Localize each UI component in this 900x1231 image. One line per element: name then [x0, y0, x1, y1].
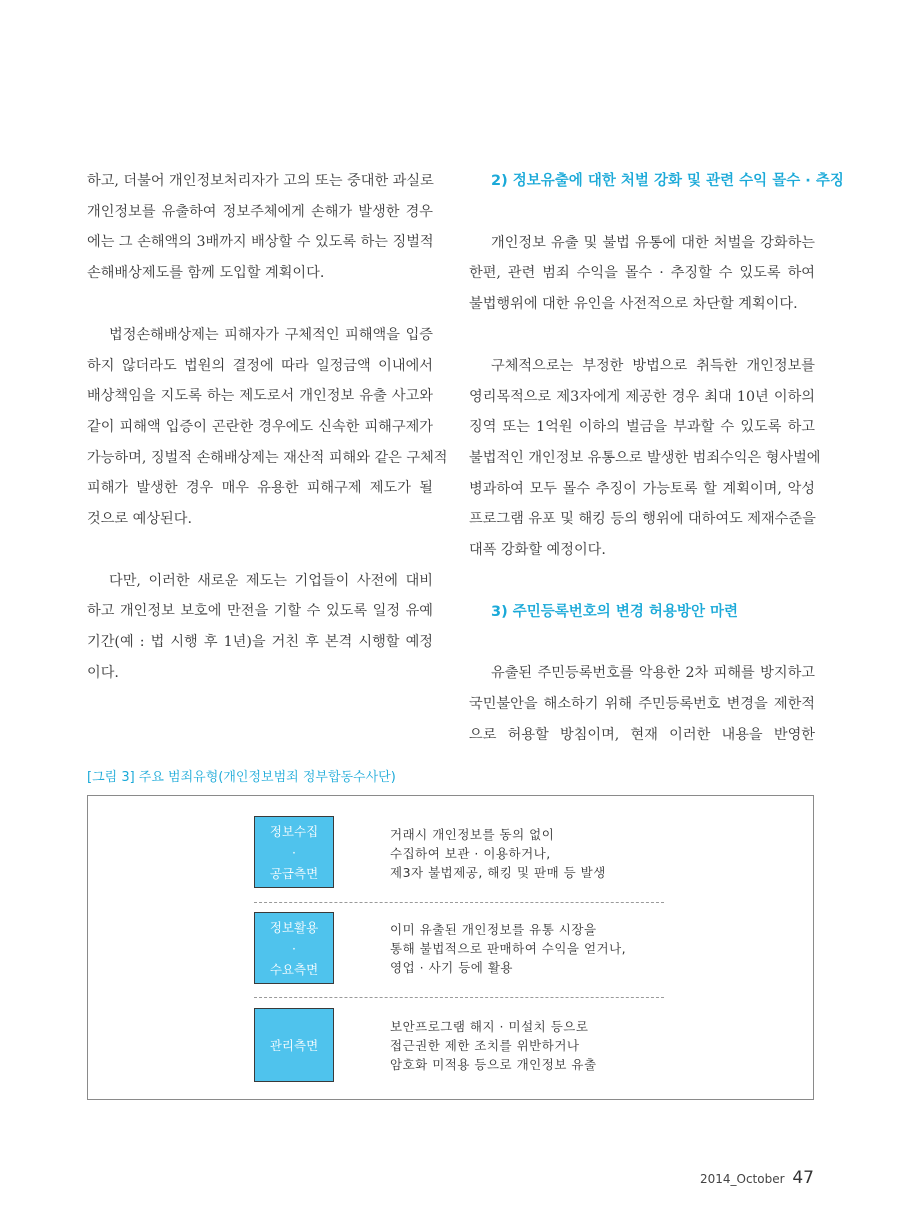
description-line: 영업 · 사기 등에 활용 [390, 960, 513, 975]
text-line: 구체적으로는 부정한 방법으로 취득한 개인정보를 [491, 357, 815, 374]
section-heading-2: 2) 정보유출에 대한 처벌 강화 및 관련 수익 몰수 · 추징 [491, 173, 844, 189]
text-line: 개인정보를 유출하여 정보주체에게 손해가 발생한 경우 [87, 203, 433, 220]
issue-label: 2014_October [699, 1172, 785, 1186]
left-paragraph-3 [87, 566, 433, 689]
tag-label: 관리측면 [269, 1037, 319, 1053]
right-paragraph-1 [469, 228, 815, 320]
text-line: 유출된 주민등록번호를 악용한 2차 피해를 방지하고 [491, 665, 815, 682]
crime-type-row [254, 816, 664, 888]
text-line: 불법적인 개인정보 유통으로 발생한 범죄수익은 형사벌에 [469, 449, 821, 466]
category-tag [254, 816, 334, 888]
figure-box [87, 795, 814, 1100]
section-heading-3: 3) 주민등록번호의 변경 허용방안 마련 [491, 603, 739, 620]
text-line: 프로그램 유포 및 해킹 등의 행위에 대하여도 제재수준을 [469, 511, 816, 528]
text-line: 같이 피해액 입증이 곤란한 경우에도 신속한 피해구제가 [87, 418, 433, 435]
category-description [390, 1017, 690, 1074]
text-line: 이다. [87, 664, 119, 681]
text-line: 피해가 발생한 경우 매우 유용한 피해구제 제도가 될 [87, 480, 433, 497]
category-description [390, 920, 690, 977]
description-line: 보안프로그램 해지 · 미설치 등으로 [390, 1019, 589, 1034]
tag-label: 정보활용 [269, 919, 319, 935]
text-line: 영리목적으로 제3자에게 제공한 경우 최대 10년 이하의 [469, 388, 815, 405]
left-paragraph-1 [87, 166, 433, 289]
text-line: 징역 또는 1억원 이하의 벌금을 부과할 수 있도록 하고 [469, 419, 815, 436]
tag-label: · [292, 844, 296, 860]
tag-label: 공급측면 [269, 865, 319, 881]
text-line: 법정손해배상제는 피해자가 구체적인 피해액을 입증 [109, 326, 433, 343]
text-line: 하지 않더라도 법원의 결정에 따라 일정금액 이내에서 [87, 357, 433, 374]
description-line: 제3자 불법제공, 해킹 및 판매 등 발생 [390, 865, 606, 880]
description-line: 이미 유출된 개인정보를 유통 시장을 [390, 922, 597, 937]
text-line: 다만, 이러한 새로운 제도는 기업들이 사전에 대비 [109, 572, 433, 589]
text-line: 배상책임을 지도록 하는 제도로서 개인정보 유출 사고와 [87, 388, 433, 405]
text-line: 하고 개인정보 보호에 만전을 기할 수 있도록 일정 유예 [87, 603, 433, 620]
tag-label: · [292, 940, 296, 956]
figure-caption: [그림 3] 주요 범죄유형(개인정보범죄 정부합동수사단) [87, 770, 396, 785]
page-footer [700, 1168, 814, 1188]
tag-label: 정보수집 [269, 823, 319, 839]
text-line: 하고, 더불어 개인정보처리자가 고의 또는 중대한 과실로 [87, 173, 434, 189]
description-line: 수집하여 보관 · 이용하거나, [390, 846, 551, 861]
description-line: 접근권한 제한 조치를 위반하거나 [390, 1038, 580, 1053]
left-paragraph-2 [87, 320, 448, 535]
right-paragraph-2 [469, 351, 821, 566]
text-line: 가능하며, 징벌적 손해배상제는 재산적 피해와 같은 구체적 [87, 449, 448, 466]
description-line: 거래시 개인정보를 동의 없이 [390, 827, 555, 842]
dashed-divider [254, 997, 664, 998]
category-description [390, 825, 690, 882]
right-paragraph-3 [469, 658, 815, 750]
description-line: 통해 불법적으로 판매하여 수익을 얻거나, [390, 941, 627, 956]
category-tag [254, 912, 334, 984]
text-line: 에는 그 손해액의 3배까지 배상할 수 있도록 하는 징벌적 [87, 234, 434, 251]
text-line: 병과하여 모두 몰수 추징이 가능토록 할 계획이며, 악성 [469, 480, 815, 497]
text-line: 손해배상제도를 함께 도입할 계획이다. [87, 265, 325, 282]
text-line: 개인정보 유출 및 불법 유통에 대한 처벌을 강화하는 [491, 234, 815, 251]
text-line: 한편, 관련 범죄 수익을 몰수 · 추징할 수 있도록 하여 [469, 265, 815, 282]
text-line: 국민불안을 해소하기 위해 주민등록번호 변경을 제한적 [469, 696, 815, 713]
crime-type-row [254, 912, 664, 984]
left-column [87, 166, 448, 689]
description-line: 암호화 미적용 등으로 개인정보 유출 [390, 1057, 597, 1072]
tag-label: 수요측면 [269, 961, 319, 977]
text-line: 으로 허용할 방침이며, 현재 이러한 내용을 반영한 [469, 726, 815, 743]
crime-type-row [254, 1008, 664, 1082]
text-line: 대폭 강화할 예정이다. [469, 542, 606, 559]
right-column [469, 166, 844, 751]
text-line: 기간(예 : 법 시행 후 1년)을 거친 후 본격 시행할 예정 [87, 634, 433, 651]
dashed-divider [254, 902, 664, 903]
page-number: 47 [792, 1168, 814, 1188]
category-tag [254, 1008, 334, 1082]
text-line: 것으로 예상된다. [87, 511, 192, 528]
text-line: 불법행위에 대한 유인을 사전적으로 차단할 계획이다. [469, 296, 798, 313]
